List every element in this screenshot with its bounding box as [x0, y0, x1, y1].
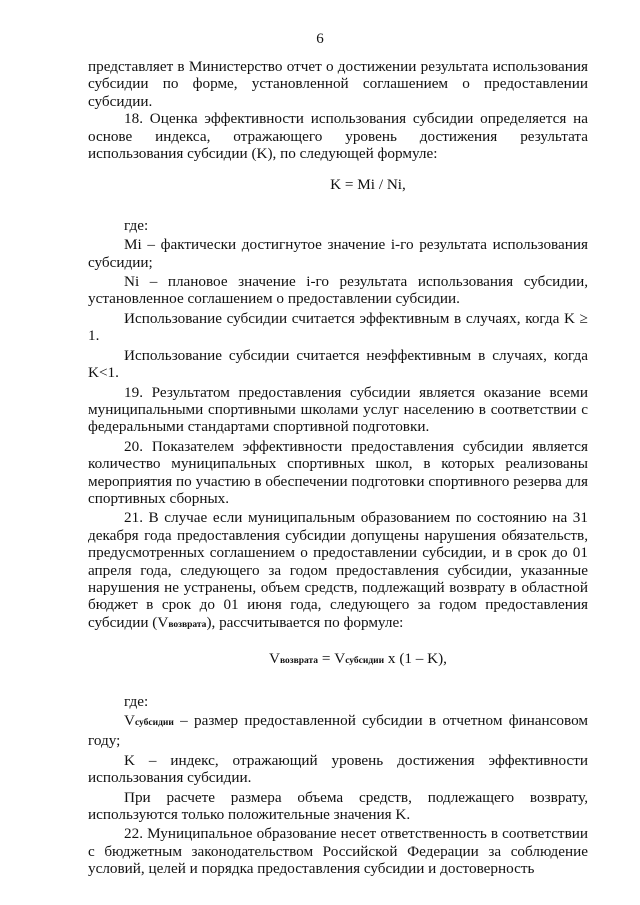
definition-v-subsidii	[88, 712, 588, 750]
formula-mid: = V	[318, 650, 346, 668]
document-body	[88, 58, 588, 878]
definition-ni: Ni – плановое значение i-го результата использования субсидии, установленное соглашением о предоставлении субсидии.	[88, 273, 588, 308]
paragraph-22: 22. Муниципальное образование несет ответственность в соответствии с бюджетным законодательством Российской Федерации за соблюдение условий, целей и порядка предоставления субсидии и достоверность	[88, 825, 588, 878]
def-v-sub: субсидии	[134, 718, 174, 728]
paragraph-20: 20. Показателем эффективности предоставления субсидии является количество муниципальных спортивных школ, в которых реализованы мероприятия по участию в обеспечении подготовки спортивного резерва для спортивных сборных.	[88, 437, 588, 507]
def-v-text: – размер предоставленной субсидии в отчетном финансовом году;	[88, 712, 588, 750]
paragraph-21-text: 21. В случае если муниципальным образованием по состоянию на 31 декабря года предоставления субсидии допущены нарушения обязательств, предусмотренных соглашением о предоставлении субсидии, и в срок до 01 апреля года, следующего за годом предоставления субсидии, указанные нарушения не устранены, объем средств, подлежащий возврату в областной бюджет в срок до 01 июня года, следующего за годом предоставления субсидии (V	[88, 509, 588, 631]
formula-k: K = Mi / Ni,	[330, 176, 406, 194]
calculation-note: При расчете размера объема средств, подлежащего возврату, используются только положительные значения K.	[88, 788, 588, 824]
subscript-vozvrata: возврата	[168, 619, 207, 630]
paragraph-21	[88, 509, 588, 634]
efficiency-condition: Использование субсидии считается эффективным в случаях, когда K ≥ 1.	[88, 309, 588, 345]
formula-sub-subsidii: субсидии	[345, 656, 385, 667]
paragraph-continuation: представляет в Министерство отчет о достижении результата использования субсидии по форме, установленной соглашением о предоставлении субсидии.	[88, 58, 588, 110]
paragraph-18: 18. Оценка эффективности использования субсидии определяется на основе индекса, отражающего уровень достижения результата использования субсидии (K), по следующей формуле:	[88, 110, 588, 163]
paragraph-21-end: ), рассчитывается по формуле:	[206, 613, 404, 631]
page-number: 6	[316, 31, 324, 47]
definition-mi: Mi – фактически достигнутое значение i-го результата использования субсидии;	[88, 236, 588, 271]
where-label-1: где:	[124, 216, 149, 234]
paragraph-19: 19. Результатом предоставления субсидии является оказание всеми муниципальными спортивными школами услуг населению в соответствии с федеральными стандартами спортивной подготовки.	[88, 383, 588, 436]
def-v: V	[124, 712, 135, 729]
where-label-2: где:	[124, 692, 149, 710]
formula-v-return	[88, 650, 588, 670]
inefficiency-condition: Использование субсидии считается неэффективным в случаях, когда K<1.	[88, 346, 588, 382]
formula-end: x (1 – K),	[384, 650, 447, 668]
definition-k: K – индекс, отражающий уровень достижения эффективности использования субсидии.	[88, 751, 588, 787]
formula-v: V	[269, 650, 280, 668]
formula-sub-vozvrata: возврата	[279, 656, 319, 667]
